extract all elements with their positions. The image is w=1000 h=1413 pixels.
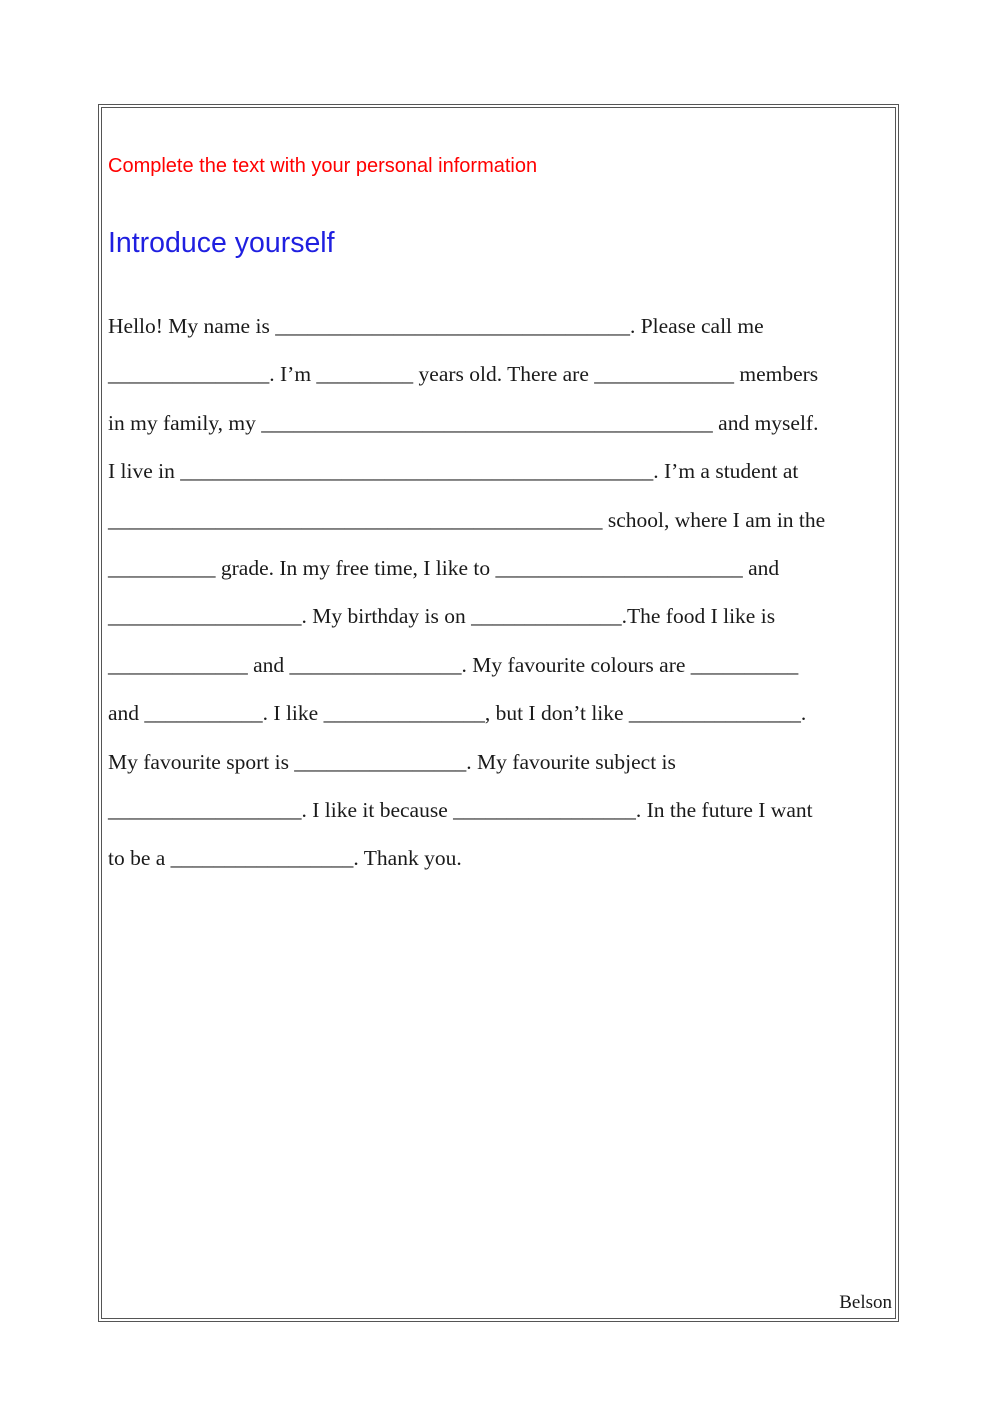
fill-in-text-body [108, 309, 898, 890]
worksheet-title: Introduce yourself [108, 227, 335, 259]
text-line-9: and ___________. I like _______________, but I don’t like ________________. [108, 701, 807, 726]
instruction-text: Complete the text with your personal information [108, 155, 538, 177]
text-line-11: __________________. I like it because _________________. In the future I want [108, 797, 813, 822]
text-line-12: to be a _________________. Thank you. [108, 846, 462, 871]
text-line-7: __________________. My birthday is on ______________.The food I like is [108, 604, 776, 629]
text-line-6: __________ grade. In my free time, I like to _______________________ and [108, 555, 780, 580]
text-line-8: _____________ and ________________. My favourite colours are __________ [108, 652, 799, 677]
text-line-10: My favourite sport is ________________. My favourite subject is [108, 749, 676, 774]
text-line-4: I live in ____________________________________________. I’m a student at [108, 459, 799, 484]
text-line-3: in my family, my __________________________________________ and myself. [108, 410, 819, 435]
text-line-2: _______________. I’m _________ years old. There are _____________ members [108, 362, 819, 387]
author-signature: Belson [839, 1292, 892, 1313]
text-line-5: ______________________________________________ school, where I am in the [108, 507, 826, 532]
text-line-1: Hello! My name is _________________________________. Please call me [108, 314, 764, 338]
